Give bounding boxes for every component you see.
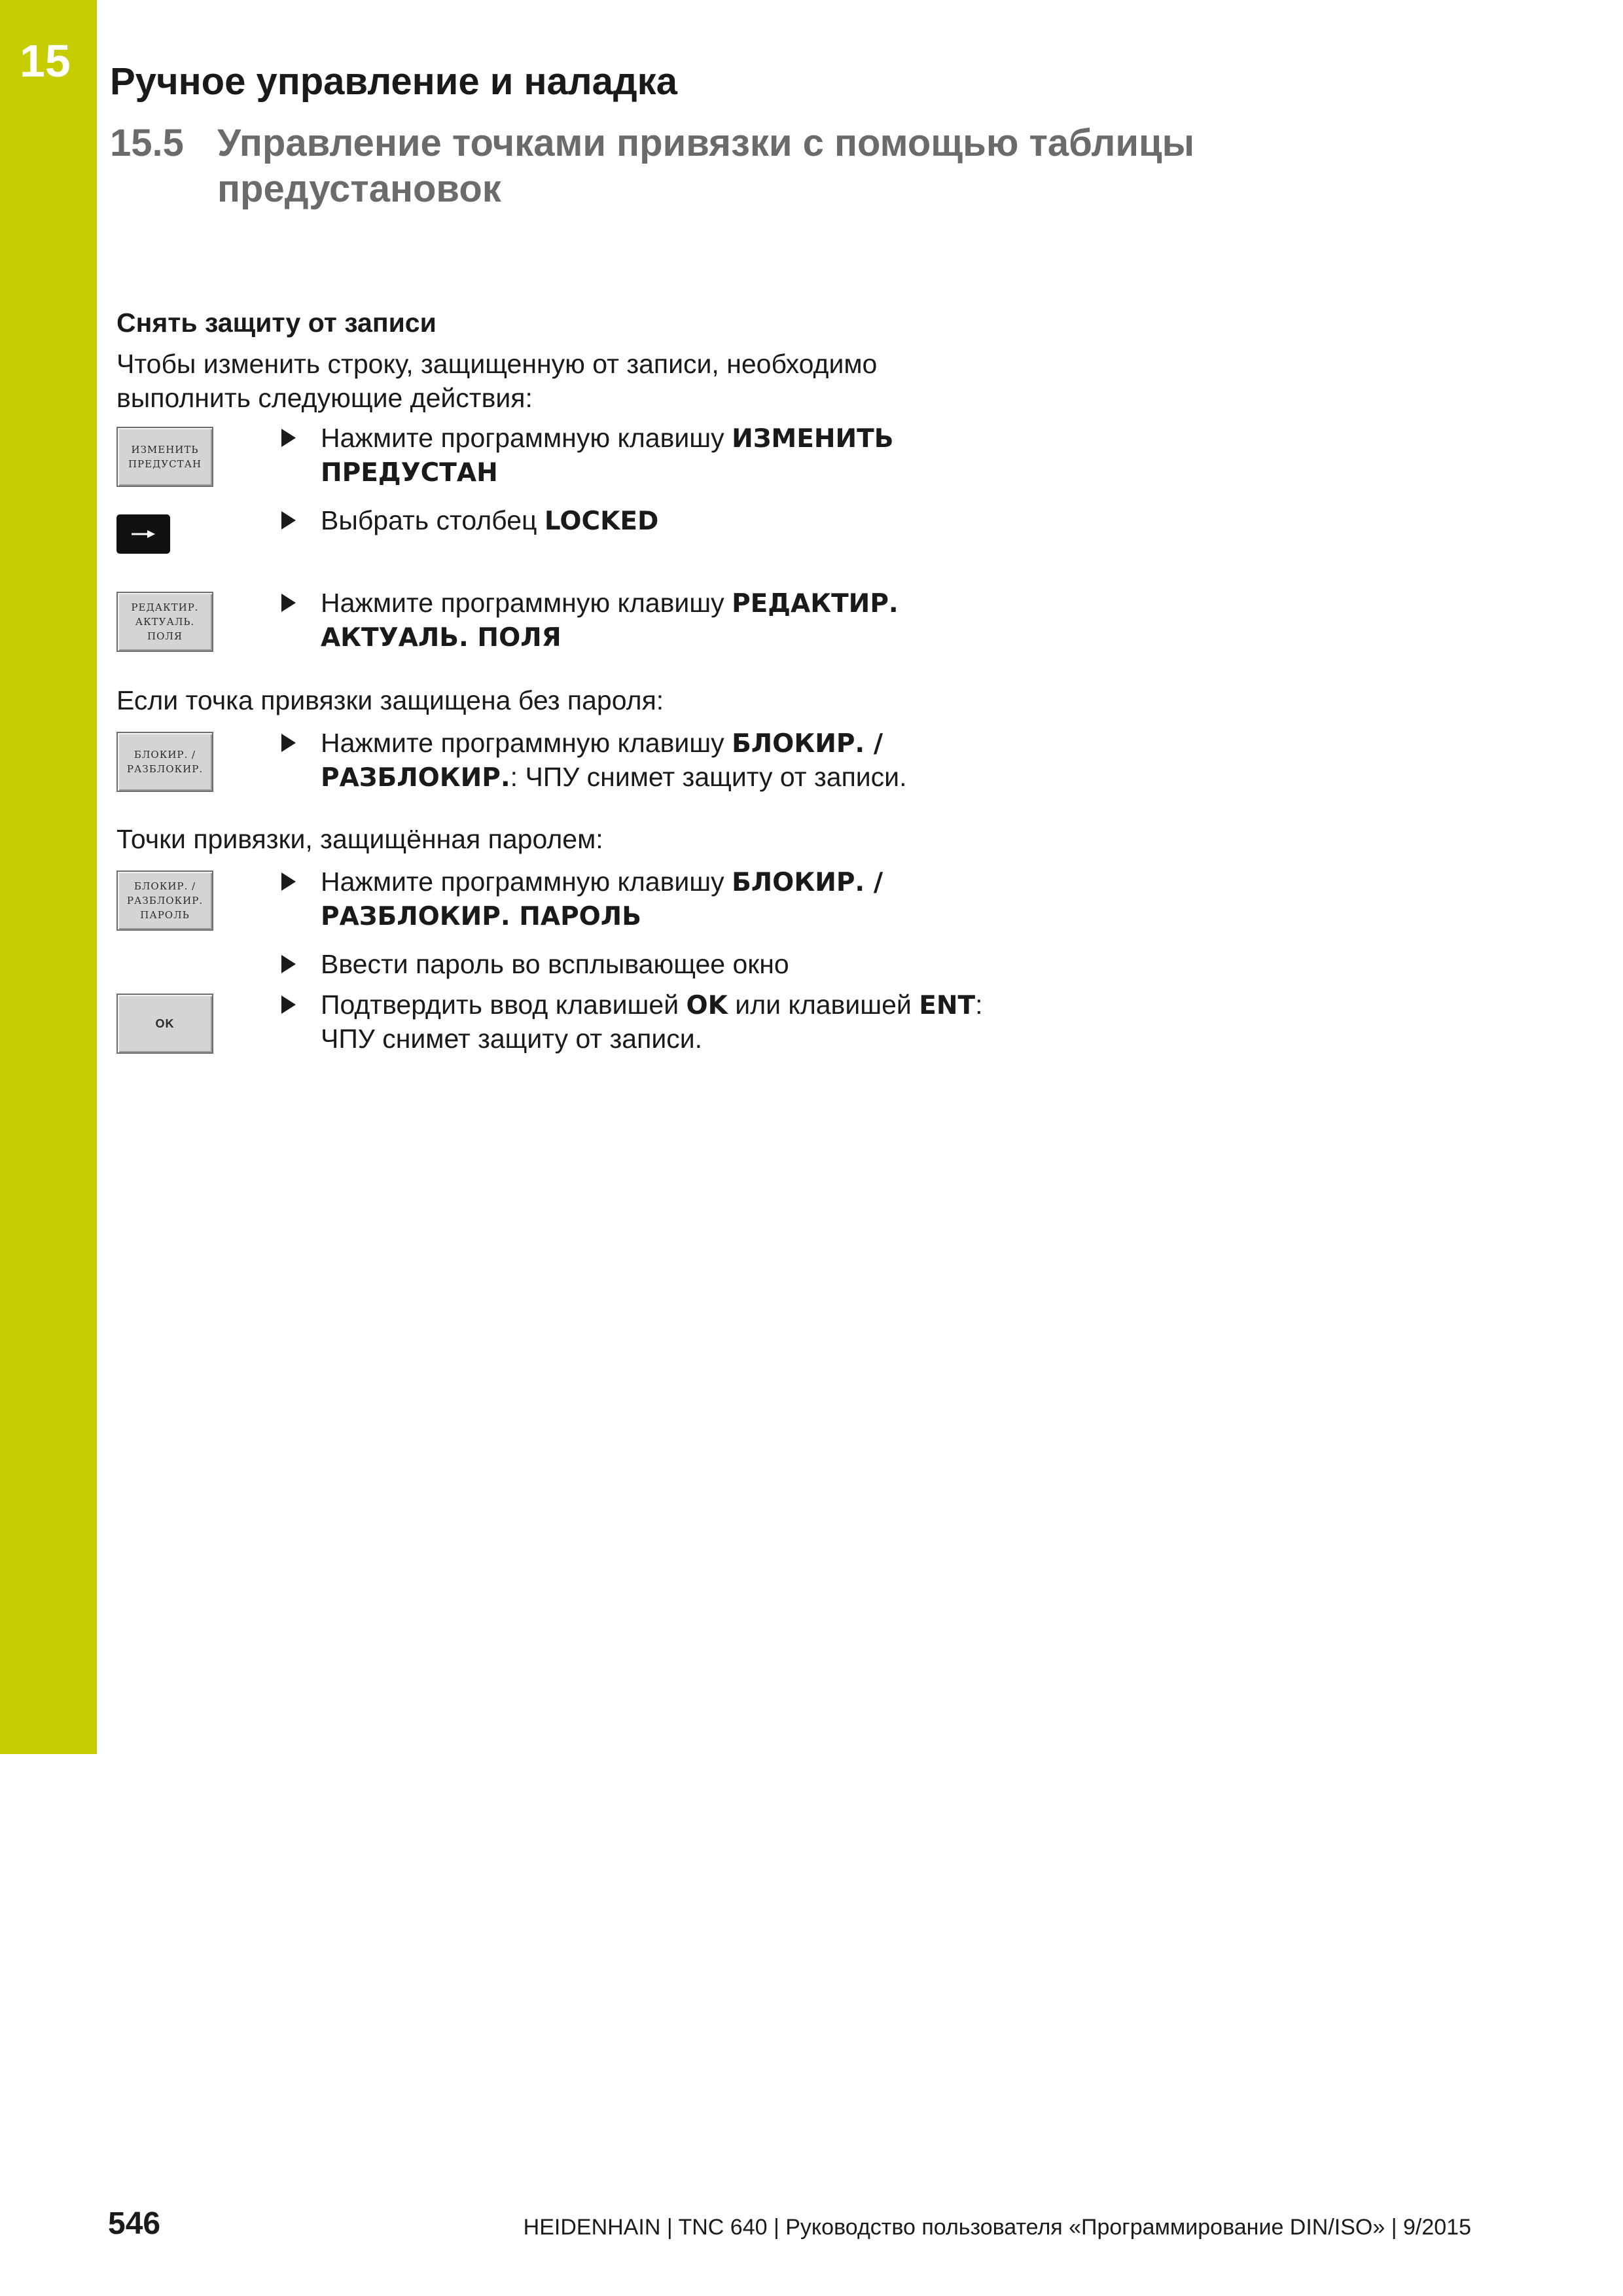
section-title: Управление точками привязки с помощью таблицы предустановок — [217, 122, 1195, 210]
step-text: Подтвердить ввод клавишей — [321, 990, 687, 1020]
section-number: 15.5 — [110, 122, 184, 164]
step-item — [281, 988, 1001, 1055]
softkey-line: ПРЕДУСТАН — [128, 458, 202, 470]
softkey-line: ПАРОЛЬ — [140, 909, 190, 921]
step-text: Нажмите программную клавишу — [321, 588, 732, 618]
softkey-line: РАЗБЛОКИР. — [126, 763, 204, 775]
footer-text: HEIDENHAIN | TNC 640 | Руководство пользователя «Программирование DIN/ISO» | 9/2015 — [523, 2215, 1471, 2240]
step-text: Нажмите программную клавишу — [321, 728, 732, 758]
softkey-edit-actual-field[interactable] — [116, 592, 213, 652]
key-name: ENT — [919, 991, 976, 1020]
step-text-container — [321, 988, 1001, 1055]
password-heading: Точки привязки, защищённая паролем: — [116, 824, 603, 854]
step-item — [281, 422, 1001, 490]
step-text-container — [321, 586, 1001, 655]
softkey-ok[interactable] — [116, 994, 213, 1054]
step-text: Нажмите программную клавишу — [321, 867, 732, 897]
right-arrow-icon — [130, 529, 156, 539]
softkey-line: ПОЛЯ — [147, 630, 183, 642]
no-password-heading: Если точка привязки защищена без пароля: — [116, 685, 664, 715]
right-arrow-key[interactable] — [116, 514, 170, 554]
chapter-title: Ручное управление и наладка — [110, 60, 677, 103]
bullet-triangle-icon — [281, 734, 296, 752]
step-text-container — [321, 726, 1001, 795]
key-name: OK — [686, 991, 728, 1020]
step-suffix: : ЧПУ снимет защиту от записи. — [510, 762, 907, 792]
intro-paragraph: Чтобы изменить строку, защищенную от записи, необходимо выполнить следующие действия: — [116, 349, 878, 413]
step-item — [281, 726, 1001, 795]
step-suffix: : ЧПУ снимет защиту от записи. — [321, 990, 983, 1054]
softkey-name: РЕДАКТИР. АКТУАЛЬ. ПОЛЯ — [321, 589, 899, 653]
softkey-name: БЛОКИР. / РАЗБЛОКИР. — [321, 729, 883, 793]
softkey-line: БЛОКИР. / — [134, 749, 196, 761]
step-text: Нажмите программную клавишу — [321, 423, 732, 453]
chapter-number: 15 — [20, 35, 71, 86]
bullet-triangle-icon — [281, 429, 296, 447]
softkey-lock-unlock-password[interactable] — [116, 870, 213, 931]
chapter-sidebar — [0, 0, 97, 1754]
step-item — [281, 586, 1001, 655]
bullet-triangle-icon — [281, 594, 296, 612]
step-text-container — [321, 504, 1001, 538]
step-item — [281, 948, 1001, 980]
softkey-name: БЛОКИР. / РАЗБЛОКИР. ПАРОЛЬ — [321, 868, 883, 931]
step-text-container — [321, 865, 1001, 933]
bullet-triangle-icon — [281, 872, 296, 891]
step-text: Выбрать столбец — [321, 505, 544, 535]
softkey-line: АКТУАЛЬ. — [135, 616, 195, 628]
step-text-container — [321, 422, 1001, 490]
page-number: 546 — [108, 2206, 161, 2241]
softkey-name: LOCKED — [544, 507, 659, 536]
subheading: Снять защиту от записи — [116, 308, 437, 338]
step-item — [281, 865, 1001, 933]
softkey-line: ИЗМЕНИТЬ — [131, 444, 199, 456]
softkey-line: БЛОКИР. / — [134, 880, 196, 892]
step-item — [281, 504, 1001, 538]
softkey-line: РАЗБЛОКИР. — [126, 895, 204, 906]
softkey-change-preset[interactable] — [116, 427, 213, 487]
step-text: или клавишей — [727, 990, 919, 1020]
softkey-lock-unlock[interactable] — [116, 732, 213, 792]
softkey-name: ИЗМЕНИТЬ ПРЕДУСТАН — [321, 424, 894, 488]
bullet-triangle-icon — [281, 996, 296, 1014]
bullet-triangle-icon — [281, 955, 296, 973]
bullet-triangle-icon — [281, 511, 296, 529]
softkey-line: OK — [155, 1017, 175, 1030]
step-text: Ввести пароль во всплывающее окно — [321, 949, 789, 979]
softkey-line: РЕДАКТИР. — [131, 601, 199, 613]
